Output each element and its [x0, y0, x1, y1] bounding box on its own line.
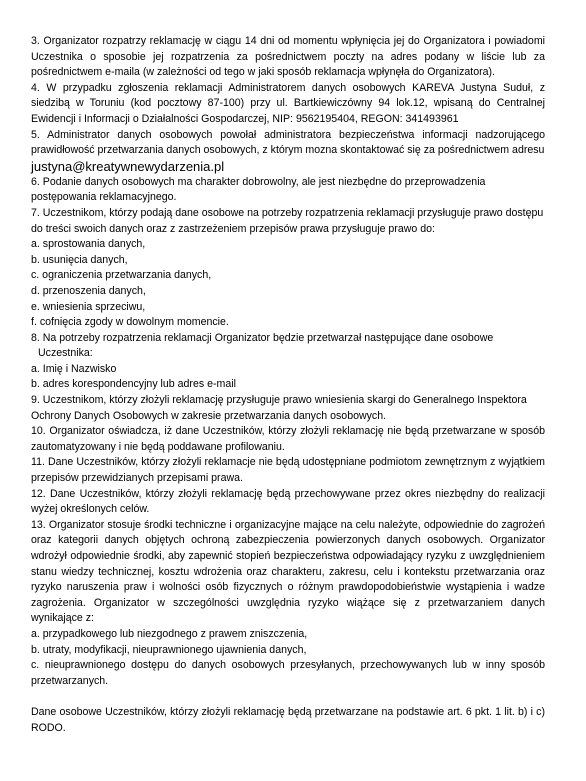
list-item: e. wniesienia sprzeciwu, [31, 300, 146, 313]
list-item: b. adres korespondencyjny lub adres e-mail [31, 378, 236, 391]
list-item: a. przypadkowego lub niezgodnego z prawem zniszczenia, [31, 627, 308, 640]
paragraph-13: 13. Organizator stosuje środki techniczne i organizacyjne mające na celu należyte, odpowiednie do zagrożeń oraz kategorii danych objętych ochroną zabezpieczenia powierzonych danych osobowych. Organizator wdrożył odpowiednie środki, aby zapewnić stopień bezpieczeństwa odpowiadający ryzyku z uwzględnieniem stanu wiedzy technicznej, kosztu wdrożenia oraz charakteru, zakresu, celu i kontekstu przetwarzania oraz ryzyko naruszenia praw i wolności osób fizycznych o różnym prawdopodobieństwie wystąpienia i wadze zagrożenia. Organizator w szczególności uwzględnia ryzyko wiążące się z przetwarzaniem danych wynikające z: [31, 518, 545, 625]
paragraph-12: 12. Dane Uczestników, którzy złożyli reklamację będą przechowywane przez okres niezbędny do realizacji wyżej określonych celów. [31, 487, 545, 516]
list-item: a. sprostowania danych, [31, 238, 146, 251]
list-item: d. przenoszenia danych, [31, 284, 146, 297]
list-item: f. cofnięcia zgody w dowolnym momencie. [31, 316, 229, 329]
paragraph-4: 4. W przypadku zgłoszenia reklamacji Administratorem danych osobowych KAREVA Justyna Suduł, z siedzibą w Toruniu (kod pocztowy 87-100) przy ul. Bartkiewiczówny 94 lok.12, wpisaną do Centralnej Ewidencji i Informacji o Działalności Gospodarczej, NIP: 9562195404, REGON: 341493961 [31, 81, 545, 125]
paragraph-11: 11. Dane Uczestników, którzy złożyli reklamacje nie będą udostępniane podmiotom zewnętrznym z wyjątkiem przepisów przewidzianych przepisami prawa. [31, 456, 545, 485]
list-item: c. nieuprawnionego dostępu do danych osobowych przesyłanych, przechowywanych lub w inny sposób przetwarzanych. [31, 659, 545, 687]
list-item: b. utraty, modyfikacji, nieuprawnionego ujawnienia danych, [31, 643, 307, 656]
list-item: b. usunięcia danych, [31, 253, 128, 266]
paragraph-spacer [31, 689, 545, 705]
paragraph-8: 8. Na potrzeby rozpatrzenia reklamacji Organizator będzie przetwarzał następujące dane osobowe [31, 331, 494, 344]
closing-paragraph: Dane osobowe Uczestników, którzy złożyli reklamację będą przetwarzane na podstawie art. 6 pkt. 1 lit. b) i c) RODO. [31, 705, 545, 734]
contact-email: justyna@kreatywnewydarzenia.pl [31, 158, 225, 174]
paragraph-5: 5. Administrator danych osobowych powołał administratora bezpieczeństwa informacji nadzorującego prawidłowość przetwarzania danych osobowych, z którym mozna skontaktować się za pośrednictwem adresu [31, 128, 545, 157]
paragraph-9: 9. Uczestnikom, którzy złożyli reklamację przysługuje prawo wniesienia skargi do Generalnego Inspektora Ochrony Danych Osobowych w zakresie przetwarzania danych osobowych. [31, 394, 527, 422]
list-item: c. ograniczenia przetwarzania danych, [31, 269, 212, 282]
document-body [31, 34, 545, 736]
paragraph-3: 3. Organizator rozpatrzy reklamację w ciągu 14 dni od momentu wpłynięcia jej do Organizatora i powiadomi Uczestnika o sposobie jej rozpatrzenia za pośrednictwem poczty na adres podany w liście lub za pośrednictwem e-maila (w zależności od tego w jaki sposób reklamacja wpłynęła do Organizatora). [31, 35, 545, 79]
paragraph-7: 7. Uczestnikom, którzy podają dane osobowe na potrzeby rozpatrzenia reklamacji przysługuje prawo dostępu do treści swoich danych oraz z zastrzeżeniem przepisów prawa przysługuje prawo do: [31, 206, 544, 235]
paragraph-8-continuation: Uczestnika: [38, 347, 93, 360]
paragraph-10: 10. Organizator oświadcza, iż dane Uczestników, którzy złożyli reklamację nie będą przetwarzane w sposób zautomatyzowany i nie będą poddawane profilowaniu. [31, 425, 545, 453]
paragraph-6: 6. Podanie danych osobowych ma charakter dobrowolny, ale jest niezbędne do przeprowadzenia postępowania reklamacyjnego. [31, 175, 486, 204]
list-item: a. Imię i Nazwisko [31, 362, 117, 375]
